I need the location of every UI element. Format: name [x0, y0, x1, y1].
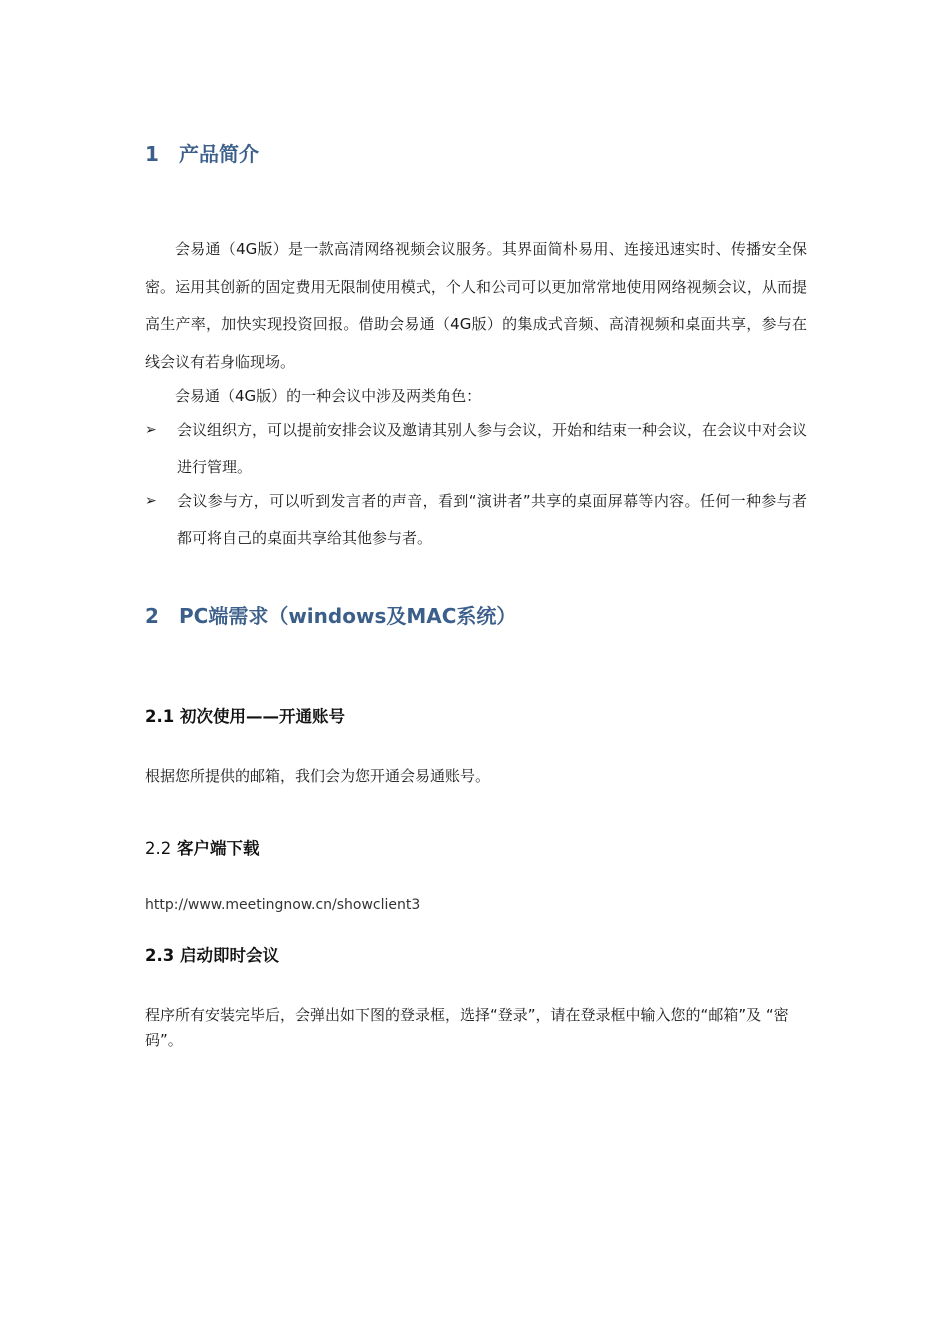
list-item: [145, 483, 807, 557]
section-2-3-body: 程序所有安装完毕后，会弹出如下图的登录框，选择“登录”，请在登录框中输入您的“邮箱”及 “密码”。: [145, 1006, 789, 1049]
section-2-heading: [145, 600, 516, 629]
section-1-number: 1: [145, 142, 159, 166]
section-2-1-body: 根据您所提供的邮箱，我们会为您开通会易通账号。: [145, 767, 491, 785]
section-1-title: 产品简介: [179, 142, 259, 166]
section-1-roles-intro: 会易通（4G版）的一种会议中涉及两类角色：: [175, 387, 482, 405]
section-2-1-number: 2.1: [145, 707, 175, 726]
section-2-2-title: 客户端下载: [177, 839, 260, 858]
section-2-3-number: 2.3: [145, 946, 175, 965]
section-2-number: 2: [145, 604, 159, 628]
section-2-1-title: 初次使用——开通账号: [179, 707, 345, 726]
section-1-heading: [145, 138, 259, 167]
list-item: [145, 412, 807, 486]
section-2-2-number: 2.2: [145, 839, 172, 858]
section-2-1-heading: [145, 703, 345, 727]
client-download-url[interactable]: http://www.meetingnow.cn/showclient3: [145, 897, 421, 913]
section-2-3-heading: [145, 942, 279, 966]
section-2-title: PC端需求（windows及MAC系统）: [179, 604, 517, 628]
list-item-text: 会议组织方，可以提前安排会议及邀请其别人参与会议，开始和结束一种会议，在会议中对会议进行管理。: [177, 421, 808, 476]
section-1-intro: 会易通（4G版）是一款高清网络视频会议服务。其界面简朴易用、连接迅速实时、传播安全保密。运用其创新的固定费用无限制使用模式，个人和公司可以更加常常地使用网络视频会议，从而提高生产率，加快实现投资回报。借助会易通（4G版）的集成式音频、高清视频和桌面共享，参与在线会议有若身临现场。: [145, 240, 807, 371]
section-2-2-heading: [145, 835, 260, 859]
section-2-3-title: 启动即时会议: [179, 946, 279, 965]
bullet-arrow-icon: ➢: [145, 493, 157, 509]
list-item-text: 会议参与方，可以听到发言者的声音，看到“演讲者”共享的桌面屏幕等内容。任何一种参与者都可将自己的桌面共享给其他参与者。: [177, 492, 807, 547]
bullet-arrow-icon: ➢: [145, 422, 157, 438]
